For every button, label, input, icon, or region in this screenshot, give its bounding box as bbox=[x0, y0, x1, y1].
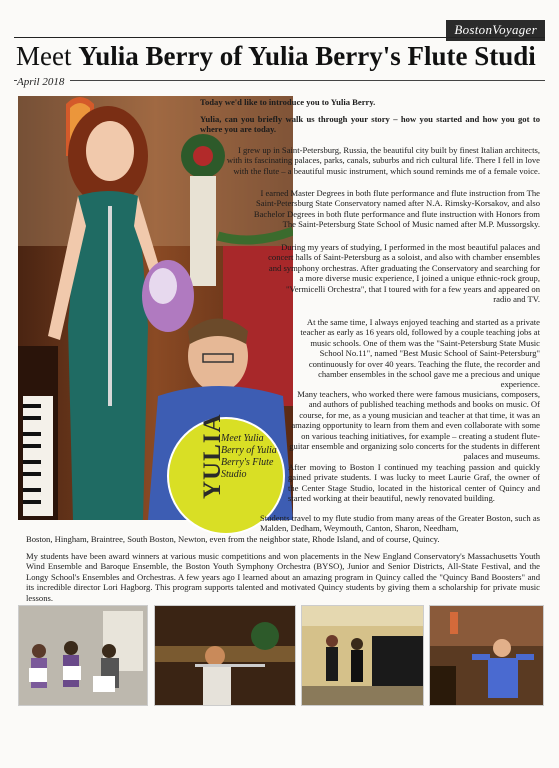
badge-caption: Meet Yulia Berry of Yulia Berry's Flute Studio bbox=[221, 433, 277, 480]
paragraph-6: After moving to Boston I continued my teaching passion and quickly gained private students. I was lucky to meet Laurie Graf, the owner of the Center Stage Studio, located in the historical center of Quincy and started working at their beautiful, newly renovated building. bbox=[288, 462, 540, 504]
badge-name: YULIA bbox=[199, 413, 226, 499]
headline bbox=[16, 40, 546, 72]
interview-question: Yulia, can you briefly walk us through your story – how you started and how you got to where you are today. bbox=[200, 114, 540, 135]
headline-lead: Meet bbox=[16, 41, 79, 71]
paragraph-2: I earned Master Degrees in both flute performance and flute instruction from The Saint-Petersburg State Conservatory named after N.A. Rimsky-Korsakov, and also Bachelor Degrees in both flute performance and flute instruction with Honors from The Saint-Petersburg State School of Music named after M.P. Mussorgsky. bbox=[253, 188, 540, 230]
photo-duet-concert-art bbox=[302, 606, 423, 705]
paragraph-4: At the same time, I always enjoyed teaching and started as a private teacher as early as 16 years old, followed by a couple teaching jobs at music schools. One of them was the "Saint-Petersburg State Music School No.11", named "Best Music School of Saint-Petersburg" continuously for over 40 years. Teaching the flute, the recorder and chamber ensembles in the school gave me a precious and unique experience. bbox=[300, 317, 540, 390]
paragraph-5: Many teachers, who worked there were famous musicians, composers, and authors of published teaching methods and books on music. Of course, for me, as a young musician and teacher at that time, it was an amazing opportunity to learn from them and even collaborate with some on various teaching initiatives, for example – creating a student flute-guitar ensemble and organizing solo concerts for the students in different palaces and museums. bbox=[289, 389, 540, 462]
headline-name: Yulia Berry of Yulia Berry's Flute Studi bbox=[78, 41, 536, 71]
top-rule bbox=[14, 37, 545, 38]
paragraph-1: I grew up in Saint-Petersburg, Russia, the beautiful city built by finest Italian architects, with its fascinating palaces, parks, canals, suburbs and rich cultural life. There I fell in love with the flute – a beautiful music instrument, which sound reminds me of a female voice. bbox=[226, 145, 540, 176]
photo-students-certificates-art bbox=[19, 606, 147, 705]
photo-student-performing bbox=[154, 605, 296, 706]
date-rule bbox=[14, 80, 545, 81]
paragraph-3: During my years of studying, I performed in the most beautiful palaces and concert halls of Saint-Petersburg as a soloist, and also with chamber ensembles and symphony orchestras. After graduating the Conservatory and searching for a more diverse music experience, I joined a unique ethnic-rock group, "Vermicelli Orchestra", that I toured with for a few years and appeared on radio and TV. bbox=[268, 242, 540, 305]
photo-man-piano bbox=[429, 605, 544, 706]
issue-date: April 2018 bbox=[17, 76, 70, 88]
paragraph-8: My students have been award winners at various music competitions and won placements in the New England Conservatory's Massachusetts Youth Wind Ensemble and Baroque Ensemble, the Boston Youth Symphony Orchestra (BYSO), Junior and Senior Districts, All-State Festival, and the Longy School's Ensembles and Orchestras. A few years ago I learned about an amazing program in Quincy called the "Quincy Band Boosters" and its incredible director Lori Hagborg. This program supports talented and motivated Quincy students by giving them a scholarship for private music lessons. bbox=[26, 551, 540, 603]
intro-line: Today we'd like to introduce you to Yulia Berry. bbox=[200, 97, 376, 107]
photo-man-piano-art bbox=[430, 606, 543, 705]
paragraph-7a: Students travel to my flute studio from many areas of the Greater Boston, such as Malden, Dedham, Weymouth, Canton, Sharon, Needham, bbox=[260, 513, 540, 534]
photo-student-performing-art bbox=[155, 606, 295, 705]
photo-students-certificates bbox=[18, 605, 148, 706]
paragraph-7b: Boston, Hingham, Braintree, South Boston, Newton, even from the neighbor state, Rhode Island, and of course, Quincy. bbox=[26, 534, 440, 544]
photo-strip bbox=[18, 605, 542, 705]
photo-duet-concert bbox=[301, 605, 424, 706]
brand-label: BostonVoyager bbox=[446, 20, 545, 41]
